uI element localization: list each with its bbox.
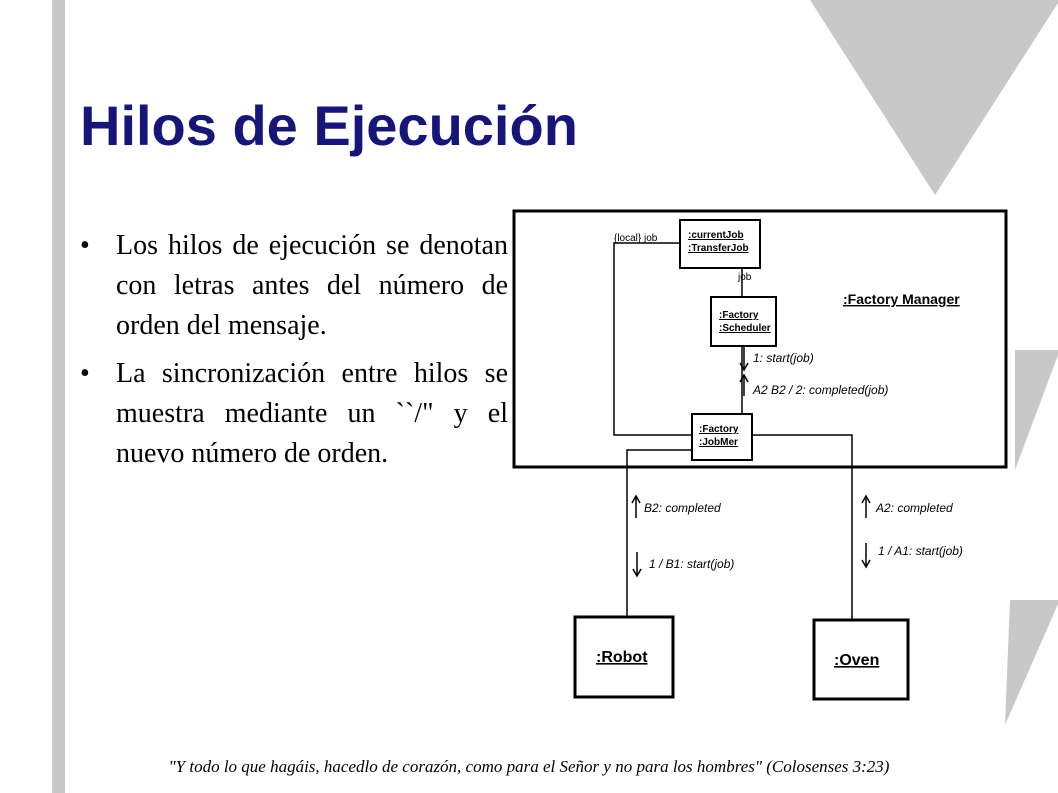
message-a1-start: 1 / A1: start(job) bbox=[878, 544, 963, 558]
up-arrow-icon bbox=[862, 496, 870, 518]
message-start-job: 1: start(job) bbox=[753, 351, 814, 365]
current-job-class: :TransferJob bbox=[688, 243, 749, 254]
robot-link bbox=[627, 450, 692, 617]
package-label: :Factory Manager bbox=[843, 291, 960, 307]
down-arrow-icon bbox=[633, 552, 641, 576]
up-arrow-icon bbox=[740, 375, 748, 396]
scheduler-name: :Factory bbox=[719, 310, 759, 321]
local-job-link bbox=[614, 243, 692, 435]
bullet-text: Los hilos de ejecución se denotan con letras antes del número de orden del mensaje. bbox=[116, 230, 508, 341]
scheduler-class: :Scheduler bbox=[719, 323, 771, 334]
bullet-text: La sincronización entre hilos se muestra mediante un ``/" y el nuevo número de orden. bbox=[116, 358, 508, 469]
message-completed-job: A2 B2 / 2: completed(job) bbox=[753, 383, 889, 397]
bullet-symbol: • bbox=[80, 358, 90, 389]
message-a2-completed: A2: completed bbox=[876, 501, 953, 515]
message-b1-start: 1 / B1: start(job) bbox=[649, 557, 735, 571]
factory-scheduler-object bbox=[711, 297, 776, 346]
message-b2-completed: B2: completed bbox=[644, 501, 721, 515]
slide-title: Hilos de Ejecución bbox=[80, 94, 578, 157]
job-link-label: job bbox=[738, 272, 752, 283]
jobmer-class: :JobMer bbox=[699, 437, 738, 448]
robot-label: :Robot bbox=[596, 649, 648, 666]
jobmer-name: :Factory bbox=[699, 424, 739, 435]
down-arrow-icon bbox=[862, 543, 870, 567]
oven-link bbox=[752, 435, 852, 620]
local-job-link-label: {local} job bbox=[614, 233, 658, 244]
current-job-name: :currentJob bbox=[688, 230, 744, 241]
down-arrow-icon bbox=[740, 347, 748, 370]
bullet-symbol: • bbox=[80, 230, 90, 261]
oven-label: :Oven bbox=[834, 652, 880, 669]
up-arrow-icon bbox=[632, 496, 640, 518]
footer-quote: "Y todo lo que hagáis, hacedlo de corazón, como para el Señor y no para los hombres" (Colosenses 3:23) bbox=[168, 757, 890, 776]
